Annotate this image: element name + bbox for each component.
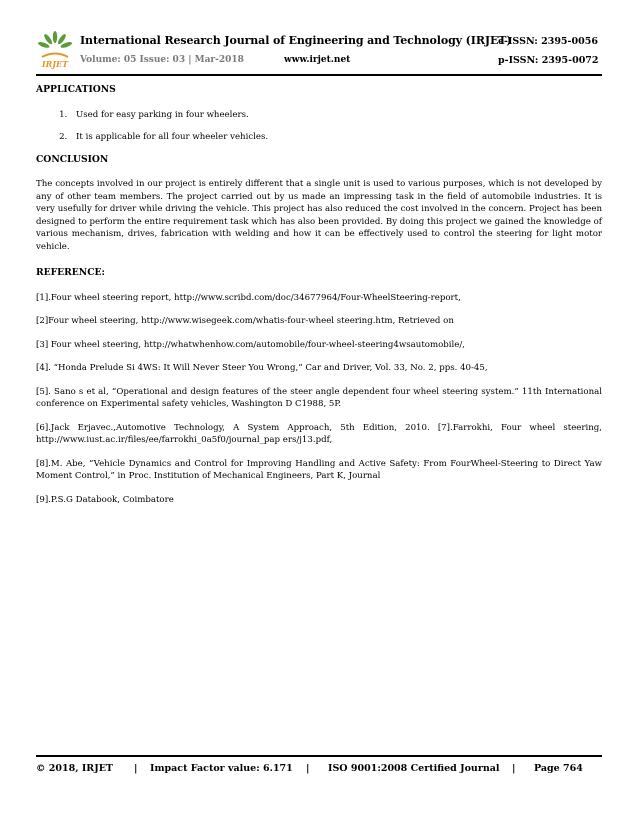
- reference-item: [8].M. Abe, “Vehicle Dynamics and Control for Improving Handling and Active Safety: From FourWheel-Steering to Direct Yaw Moment Control,” in Proc. Institution of Mechanical Engineers, Part K, Journal: [36, 458, 602, 481]
- iso-certification: ISO 9001:2008 Certified Journal: [328, 763, 500, 774]
- page-body: [36, 84, 602, 517]
- footer-divider: [36, 755, 602, 757]
- reference-item: [3] Four wheel steering, http://whatwhenhow.com/automobile/four-wheel-steering4wsautomobile/,: [36, 339, 465, 350]
- volume-issue: Volume: 05 Issue: 03 | Mar-2018: [80, 55, 244, 65]
- impact-factor: Impact Factor value: 6.171: [150, 763, 293, 774]
- pissn: p-ISSN: 2395-0072: [498, 55, 599, 66]
- list-item: 2. It is applicable for all four wheeler vehicles.: [70, 131, 602, 144]
- reference-item: [6].Jack Erjavec.,Automotive Technology, A System Approach, 5th Edition, 2010. [7].Farrokhi, Four wheel steering, http://www.iust.ac.ir/files/ee/farrokhi_0a5f0/journal_pap ers/j13.pdf,: [36, 422, 602, 445]
- reference-list: [36, 292, 602, 507]
- reference-item: [9].P.S.G Databook, Coimbatore: [36, 494, 174, 505]
- journal-title: International Research Journal of Engineering and Technology (IRJET): [80, 34, 512, 47]
- reference-item: [5]. Sano s et al, “Operational and design features of the steer angle dependent four wheel steering system.” 11th International conference on Experimental safety vehicles, Washington D C1988, 5P.: [36, 386, 602, 409]
- applications-list: [36, 109, 602, 144]
- list-item: 1. Used for easy parking in four wheelers.: [70, 109, 602, 122]
- reference-item: [2]Four wheel steering, http://www.wisegeek.com/whatis-four-wheel steering.htm, Retrieved on: [36, 316, 454, 326]
- page-header: [36, 30, 606, 74]
- references-heading: REFERENCE:: [36, 267, 105, 278]
- logo-text: IRJET: [41, 59, 69, 69]
- reference-item: [1].Four wheel steering report, http://www.scribd.com/doc/34677964/Four-WheelSteering-report,: [36, 292, 461, 303]
- irjet-logo: [36, 30, 74, 70]
- conclusion-text: The concepts involved in our project is entirely different that a single unit is used to various purposes, which is not developed by any of other team members. The project carried out by us made an impressing task in the field of automobile industries. It is very usefully for driver while driving the vehicle. This project has also reduced the cost involved in the concern. Project has been designed to perform the entire requirement task which has also been provided. By doing this project we gained the knowledge of various mechanism, drives, fabrication with welding and how it can be effectively used to control the steering for light motor vehicle.: [36, 179, 602, 252]
- journal-website: www.irjet.net: [284, 55, 351, 65]
- copyright: © 2018, IRJET: [36, 763, 114, 774]
- footer-separator: |: [306, 763, 310, 774]
- applications-heading: APPLICATIONS: [36, 84, 116, 95]
- footer-separator: |: [512, 763, 516, 774]
- conclusion-heading: CONCLUSION: [36, 153, 109, 165]
- eissn: e-ISSN: 2395-0056: [498, 36, 598, 47]
- header-divider: [36, 74, 602, 76]
- footer-separator: |: [134, 763, 138, 774]
- page-number: Page 764: [534, 763, 583, 774]
- reference-item: [4]. “Honda Prelude Si 4WS: It Will Never Steer You Wrong,” Car and Driver, Vol. 33, No. 2, pps. 40-45,: [36, 363, 488, 373]
